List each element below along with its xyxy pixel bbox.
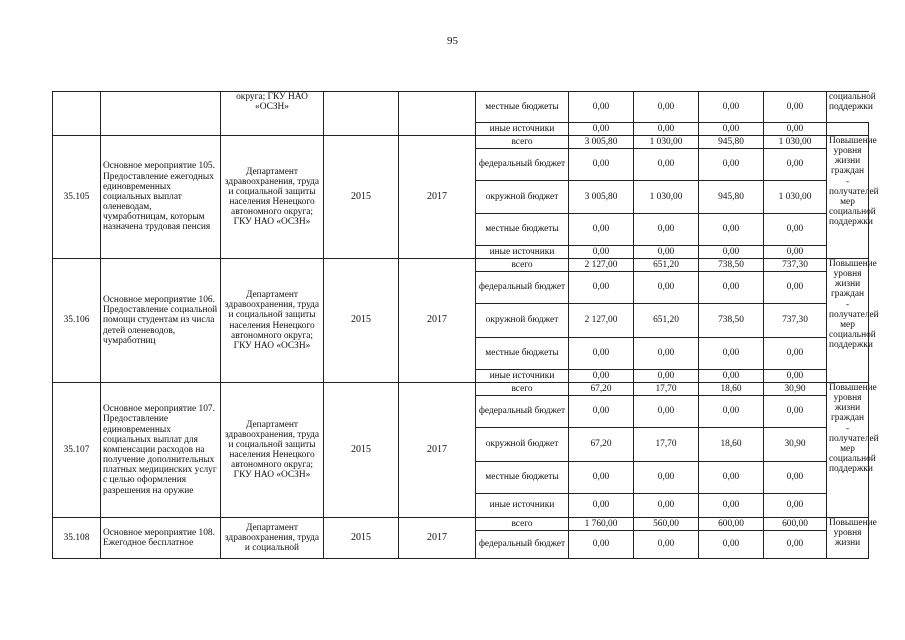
amount-2016: 0,00 [699, 531, 764, 559]
amount-2017: 30,90 [764, 428, 827, 462]
amount-2017: 600,00 [764, 518, 827, 531]
amount-2015: 0,00 [634, 396, 699, 428]
amount-total: 2 127,00 [569, 259, 634, 272]
amount-2017: 1 030,00 [764, 136, 827, 149]
amount-2015: 651,20 [634, 304, 699, 338]
amount-total: 3 005,80 [569, 181, 634, 214]
table-row [53, 259, 869, 272]
item-number: 35.107 [53, 383, 101, 518]
item-name-cell [101, 92, 221, 136]
funding-source: иные источники [476, 246, 569, 259]
amount-2015: 0,00 [634, 531, 699, 559]
amount-total: 0,00 [569, 214, 634, 246]
amount-2015: 0,00 [634, 338, 699, 370]
funding-source: окружной бюджет [476, 428, 569, 462]
amount-2016: 0,00 [699, 92, 764, 123]
expected-result: социальной поддержки [827, 92, 869, 123]
item-name: Основное мероприятие 107. Предоставление единовременных социальных выплат для компенсации расходов на получение дополнительных платных медицинских услуг с целью оформления разрешения на оружие [101, 383, 221, 518]
funding-source: всего [476, 136, 569, 149]
amount-2016: 0,00 [699, 370, 764, 383]
expected-result: Повышение уровня жизни [827, 518, 869, 559]
amount-2017: 0,00 [764, 149, 827, 181]
amount-total: 1 760,00 [569, 518, 634, 531]
funding-source: всего [476, 518, 569, 531]
amount-2017: 0,00 [764, 370, 827, 383]
amount-2017: 0,00 [764, 246, 827, 259]
amount-2016: 738,50 [699, 259, 764, 272]
amount-2016: 0,00 [699, 246, 764, 259]
table-row [53, 518, 869, 531]
amount-total: 0,00 [569, 149, 634, 181]
amount-2016: 0,00 [699, 494, 764, 518]
item-name: Основное мероприятие 105. Предоставление ежегодных единовременных социальных выплат оленеводам, чумработницам, которым назначена трудовая пенсия [101, 136, 221, 259]
funding-source: местные бюджеты [476, 92, 569, 123]
amount-total: 2 127,00 [569, 304, 634, 338]
amount-2015: 1 030,00 [634, 136, 699, 149]
amount-2015: 17,70 [634, 383, 699, 396]
amount-2016: 0,00 [699, 272, 764, 304]
executor: Департамент здравоохранения, труда и социальной [221, 518, 324, 559]
funding-source: всего [476, 383, 569, 396]
result-blank [827, 123, 869, 136]
end-year: 2017 [399, 518, 476, 559]
amount-2017: 0,00 [764, 494, 827, 518]
amount-2015: 17,70 [634, 428, 699, 462]
funding-source: окружной бюджет [476, 304, 569, 338]
amount-2016: 0,00 [699, 462, 764, 494]
executor: Департамент здравоохранения, труда и социальной защиты населения Ненецкого автономного округа; ГКУ НАО «ОСЗН» [221, 259, 324, 383]
amount-2015: 0,00 [634, 462, 699, 494]
amount-2016: 945,80 [699, 181, 764, 214]
funding-source: федеральный бюджет [476, 531, 569, 559]
item-number-cell [53, 92, 101, 136]
amount-2017: 0,00 [764, 214, 827, 246]
amount-2015: 0,00 [634, 149, 699, 181]
end-year: 2017 [399, 136, 476, 259]
amount-total: 0,00 [569, 370, 634, 383]
program-table [52, 91, 879, 559]
funding-source: иные источники [476, 494, 569, 518]
amount-2017: 0,00 [764, 123, 827, 136]
amount-total: 0,00 [569, 494, 634, 518]
amount-2015: 0,00 [634, 272, 699, 304]
funding-source: окружной бюджет [476, 181, 569, 214]
amount-total: 0,00 [569, 92, 634, 123]
amount-2016: 0,00 [699, 123, 764, 136]
amount-2017: 0,00 [764, 92, 827, 123]
amount-2017: 0,00 [764, 396, 827, 428]
amount-total: 67,20 [569, 383, 634, 396]
amount-2016: 738,50 [699, 304, 764, 338]
amount-total: 67,20 [569, 428, 634, 462]
amount-2017: 30,90 [764, 383, 827, 396]
item-name: Основное мероприятие 106. Предоставление социальной помощи студентам из числа детей оленеводов, чумработниц [101, 259, 221, 383]
expected-result: Повышение уровня жизни граждан - получателей мер социальной поддержки [827, 259, 869, 383]
amount-total: 0,00 [569, 338, 634, 370]
item-number: 35.108 [53, 518, 101, 559]
start-year: 2015 [324, 259, 399, 383]
amount-2017: 0,00 [764, 338, 827, 370]
amount-2015: 0,00 [634, 123, 699, 136]
funding-source: местные бюджеты [476, 214, 569, 246]
item-number: 35.106 [53, 259, 101, 383]
amount-2016: 600,00 [699, 518, 764, 531]
amount-2016: 0,00 [699, 338, 764, 370]
amount-2015: 651,20 [634, 259, 699, 272]
funding-source: местные бюджеты [476, 338, 569, 370]
executor: Департамент здравоохранения, труда и социальной защиты населения Ненецкого автономного округа; ГКУ НАО «ОСЗН» [221, 136, 324, 259]
amount-2017: 737,30 [764, 304, 827, 338]
start-year-cell [324, 92, 399, 136]
amount-total: 0,00 [569, 272, 634, 304]
amount-2015: 0,00 [634, 214, 699, 246]
expected-result: Повышение уровня жизни граждан - получателей мер социальной поддержки [827, 383, 869, 518]
amount-2016: 0,00 [699, 396, 764, 428]
table-row [53, 136, 869, 149]
amount-2015: 0,00 [634, 246, 699, 259]
amount-total: 0,00 [569, 396, 634, 428]
funding-source: иные источники [476, 123, 569, 136]
executor: Департамент здравоохранения, труда и социальной защиты населения Ненецкого автономного округа; ГКУ НАО «ОСЗН» [221, 383, 324, 518]
funding-source: иные источники [476, 370, 569, 383]
amount-total: 0,00 [569, 246, 634, 259]
amount-2017: 737,30 [764, 259, 827, 272]
funding-source: федеральный бюджет [476, 149, 569, 181]
amount-2017: 0,00 [764, 462, 827, 494]
funding-source: федеральный бюджет [476, 272, 569, 304]
amount-2016: 0,00 [699, 214, 764, 246]
funding-source: местные бюджеты [476, 462, 569, 494]
funding-source: всего [476, 259, 569, 272]
end-year-cell [399, 92, 476, 136]
item-name: Основное мероприятие 108. Ежегодное бесплатное [101, 518, 221, 559]
executor-cell: округа; ГКУ НАО «ОСЗН» [221, 92, 324, 136]
amount-2015: 0,00 [634, 370, 699, 383]
start-year: 2015 [324, 518, 399, 559]
amount-2017: 0,00 [764, 272, 827, 304]
amount-total: 3 005,80 [569, 136, 634, 149]
amount-2015: 0,00 [634, 494, 699, 518]
amount-2015: 1 030,00 [634, 181, 699, 214]
amount-2017: 0,00 [764, 531, 827, 559]
amount-total: 0,00 [569, 531, 634, 559]
amount-total: 0,00 [569, 462, 634, 494]
funding-source: федеральный бюджет [476, 396, 569, 428]
table-row [53, 92, 869, 123]
amount-2016: 0,00 [699, 149, 764, 181]
amount-2017: 1 030,00 [764, 181, 827, 214]
table-row [53, 383, 869, 396]
end-year: 2017 [399, 259, 476, 383]
amount-2015: 560,00 [634, 518, 699, 531]
amount-2016: 945,80 [699, 136, 764, 149]
amount-2016: 18,60 [699, 428, 764, 462]
amount-2015: 0,00 [634, 92, 699, 123]
expected-result: Повышение уровня жизни граждан - получателей мер социальной поддержки [827, 136, 869, 259]
amount-2016: 18,60 [699, 383, 764, 396]
start-year: 2015 [324, 383, 399, 518]
end-year: 2017 [399, 383, 476, 518]
amount-total: 0,00 [569, 123, 634, 136]
start-year: 2015 [324, 136, 399, 259]
page-number: 95 [447, 35, 458, 47]
item-number: 35.105 [53, 136, 101, 259]
